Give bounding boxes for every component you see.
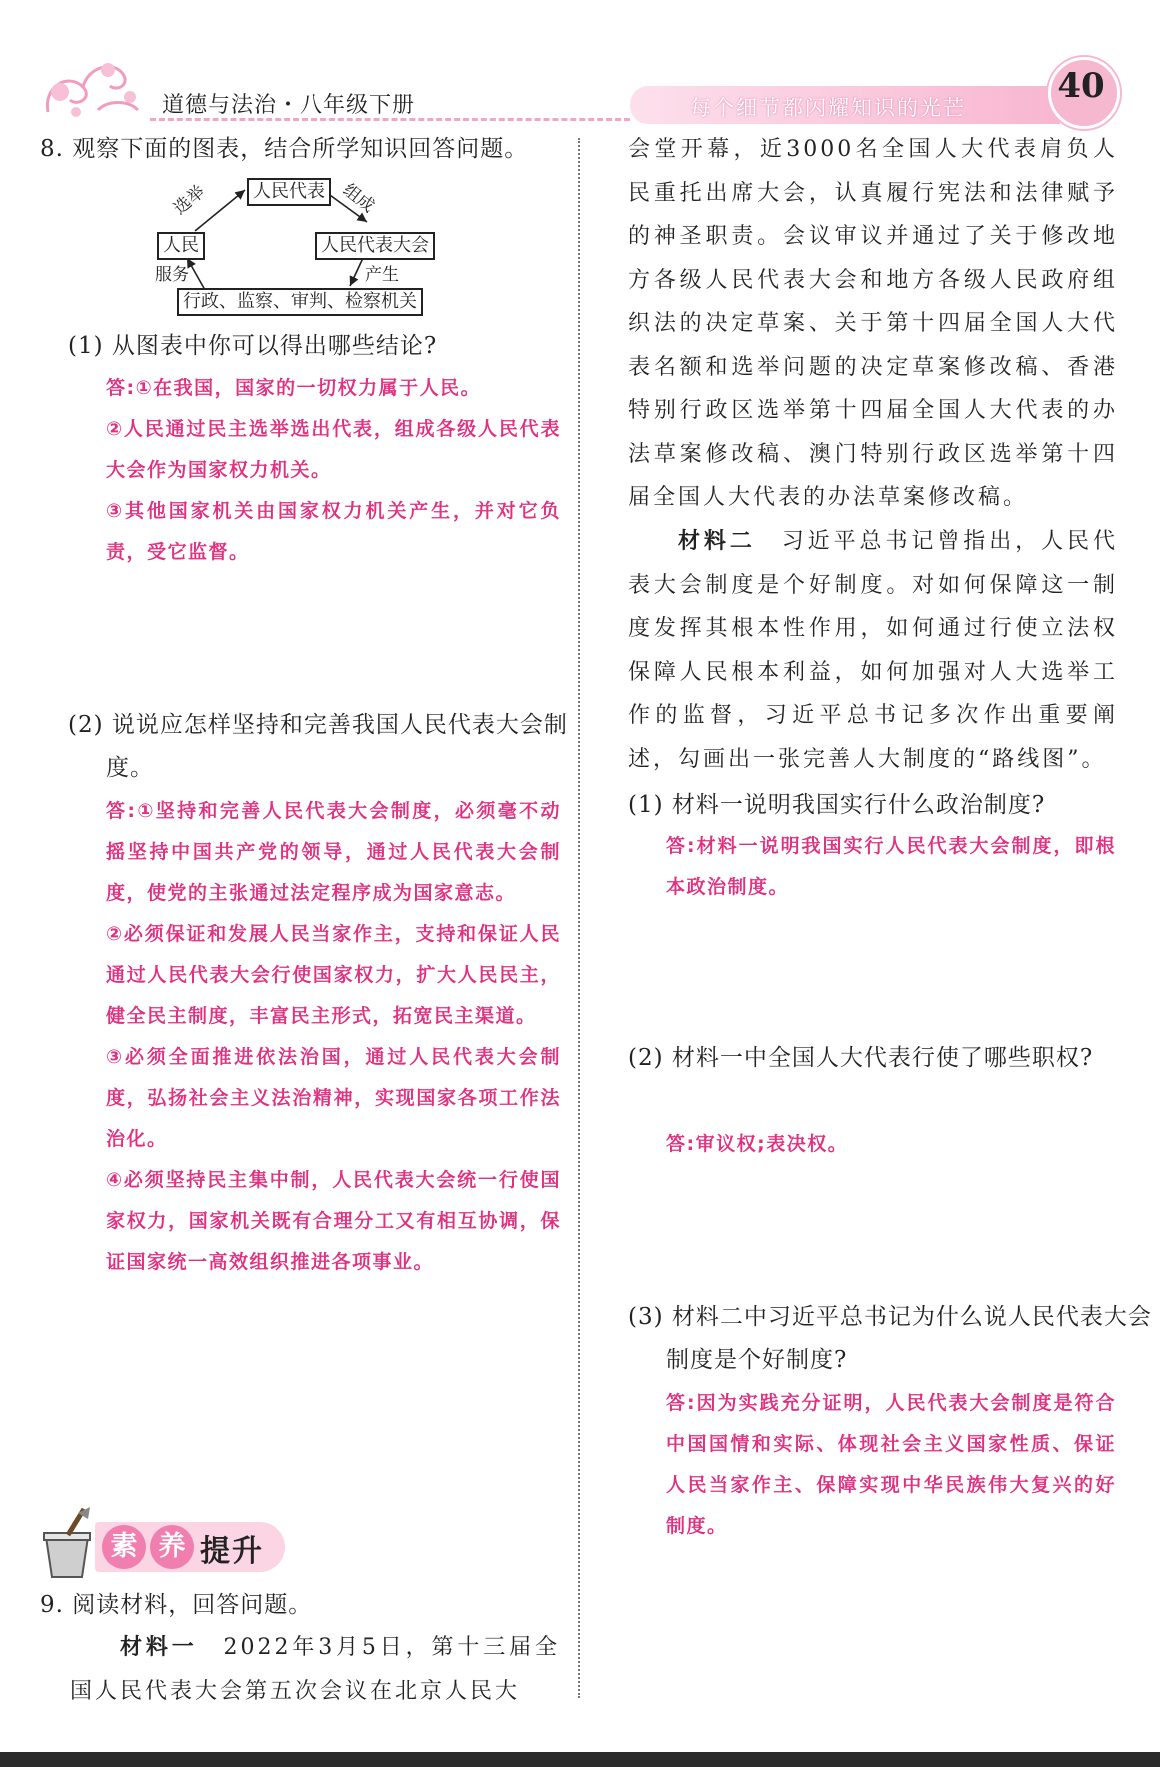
bottom-bar <box>0 1752 1160 1767</box>
answer-line: ②人民通过民主选举选出代表，组成各级人民代表大会作为国家权力机关。 <box>106 418 561 481</box>
material-1-body-start: 2022年3月5日，第十三届全国人民代表大会第五次会议在北京人民大 <box>70 1635 560 1704</box>
question-9-part2: (2) 材料一中全国人大代表行使了哪些职权? <box>628 1045 1094 1071</box>
question-9-part2-answer: 答:审议权;表决权。 <box>666 1133 849 1155</box>
answer-line: ④必须坚持民主集中制，人民代表大会统一行使国家权力，国家机关既有合理分工又有相互协调，保证国家统一高效组织推进各项事业。 <box>106 1169 561 1273</box>
question-8-part1-answer <box>106 368 561 573</box>
column-divider <box>578 138 580 1698</box>
diagram-label-elect: 选举 <box>170 181 210 220</box>
question-9-part1-answer: 答:材料一说明我国实行人民代表大会制度，即根本政治制度。 <box>666 835 1116 898</box>
section-badge-title: 提升 <box>200 1534 264 1569</box>
paint-bucket-icon <box>38 1505 102 1581</box>
question-8-part2: (2) 说说应怎样坚持和完善我国人民代表大会制度。 <box>68 712 568 781</box>
question-9-part1: (1) 材料一说明我国实行什么政治制度? <box>628 792 1046 818</box>
diagram-box-representatives: 人民代表 <box>247 178 331 206</box>
diagram-label-serve: 服务 <box>155 265 189 285</box>
question-8-part1: (1) 从图表中你可以得出哪些结论? <box>68 333 438 359</box>
answer-line: ③其他国家机关由国家权力机关产生，并对它负责，受它监督。 <box>106 500 561 563</box>
material-2-body: 习近平总书记曾指出，人民代表大会制度是个好制度。对如何保障这一制度发挥其根本性作用，如何通过行使立法权保障人民根本利益，如何加强对人大选举工作的监督，习近平总书记多次作出重要阐述，勾画出一张完善人大制度的“路线图”。 <box>628 529 1118 772</box>
answer-line: ③必须全面推进依法治国，通过人民代表大会制度，弘扬社会主义法治精神，实现国家各项工作法治化。 <box>106 1046 561 1150</box>
question-8-stem: 8. 观察下面的图表，结合所学知识回答问题。 <box>40 136 529 162</box>
question-8-part2-answer <box>106 791 561 1283</box>
slogan-text: 每个细节都闪耀知识的光芒 <box>690 96 966 120</box>
power-structure-diagram <box>155 178 465 318</box>
material-1-text-start <box>70 1626 560 1713</box>
diagram-box-people: 人民 <box>157 232 205 260</box>
answer-line: 答:①在我国，国家的一切权力属于人民。 <box>106 377 482 399</box>
floral-ornament-icon <box>38 52 148 122</box>
question-9-stem: 9. 阅读材料，回答问题。 <box>40 1592 313 1618</box>
question-9-part3-answer: 答:因为实践充分证明，人民代表大会制度是符合中国国情和实际、体现社会主义国家性质、保证人民当家作主、保障实现中华民族伟大复兴的好制度。 <box>666 1392 1116 1537</box>
material-2-label: 材料二 <box>678 529 756 554</box>
page-number: 40 <box>1057 66 1105 106</box>
section-badge-char-2: 养 <box>150 1525 194 1569</box>
diagram-box-state-organs: 行政、监察、审判、检察机关 <box>177 288 423 316</box>
material-2 <box>628 520 1118 781</box>
book-title: 道德与法治・八年级下册 <box>162 93 416 118</box>
section-badge-char-1: 素 <box>102 1525 146 1569</box>
diagram-label-form: 组成 <box>338 180 379 217</box>
material-1-text-continued: 会堂开幕，近3000名全国人大代表肩负人民重托出席大会，认真履行宪法和法律赋予的神圣职责。会议审议并通过了关于修改地方各级人民代表大会和地方各级人民政府组织法的决定草案、关于第十四届全国人大代表名额和选举问题的决定草案修改稿、香港特别行政区选举第十四届全国人大代表的办法草案修改稿、澳门特别行政区选举第十四届全国人大代表的办法草案修改稿。 <box>628 137 1118 510</box>
material-1-label: 材料一 <box>120 1635 198 1660</box>
answer-line: 答:①坚持和完善人民代表大会制度，必须毫不动摇坚持中国共产党的领导，通过人民代表大会制度，使党的主张通过法定程序成为国家意志。 <box>106 800 561 904</box>
answer-line: ②必须保证和发展人民当家作主，支持和保证人民通过人民代表大会行使国家权力，扩大人民民主，健全民主制度，丰富民主形式，拓宽民主渠道。 <box>106 923 561 1027</box>
diagram-box-congress: 人民代表大会 <box>315 232 435 260</box>
diagram-label-produce: 产生 <box>365 265 399 285</box>
question-9-part3: (3) 材料二中习近平总书记为什么说人民代表大会制度是个好制度? <box>628 1304 1152 1373</box>
header-divider <box>150 118 630 121</box>
